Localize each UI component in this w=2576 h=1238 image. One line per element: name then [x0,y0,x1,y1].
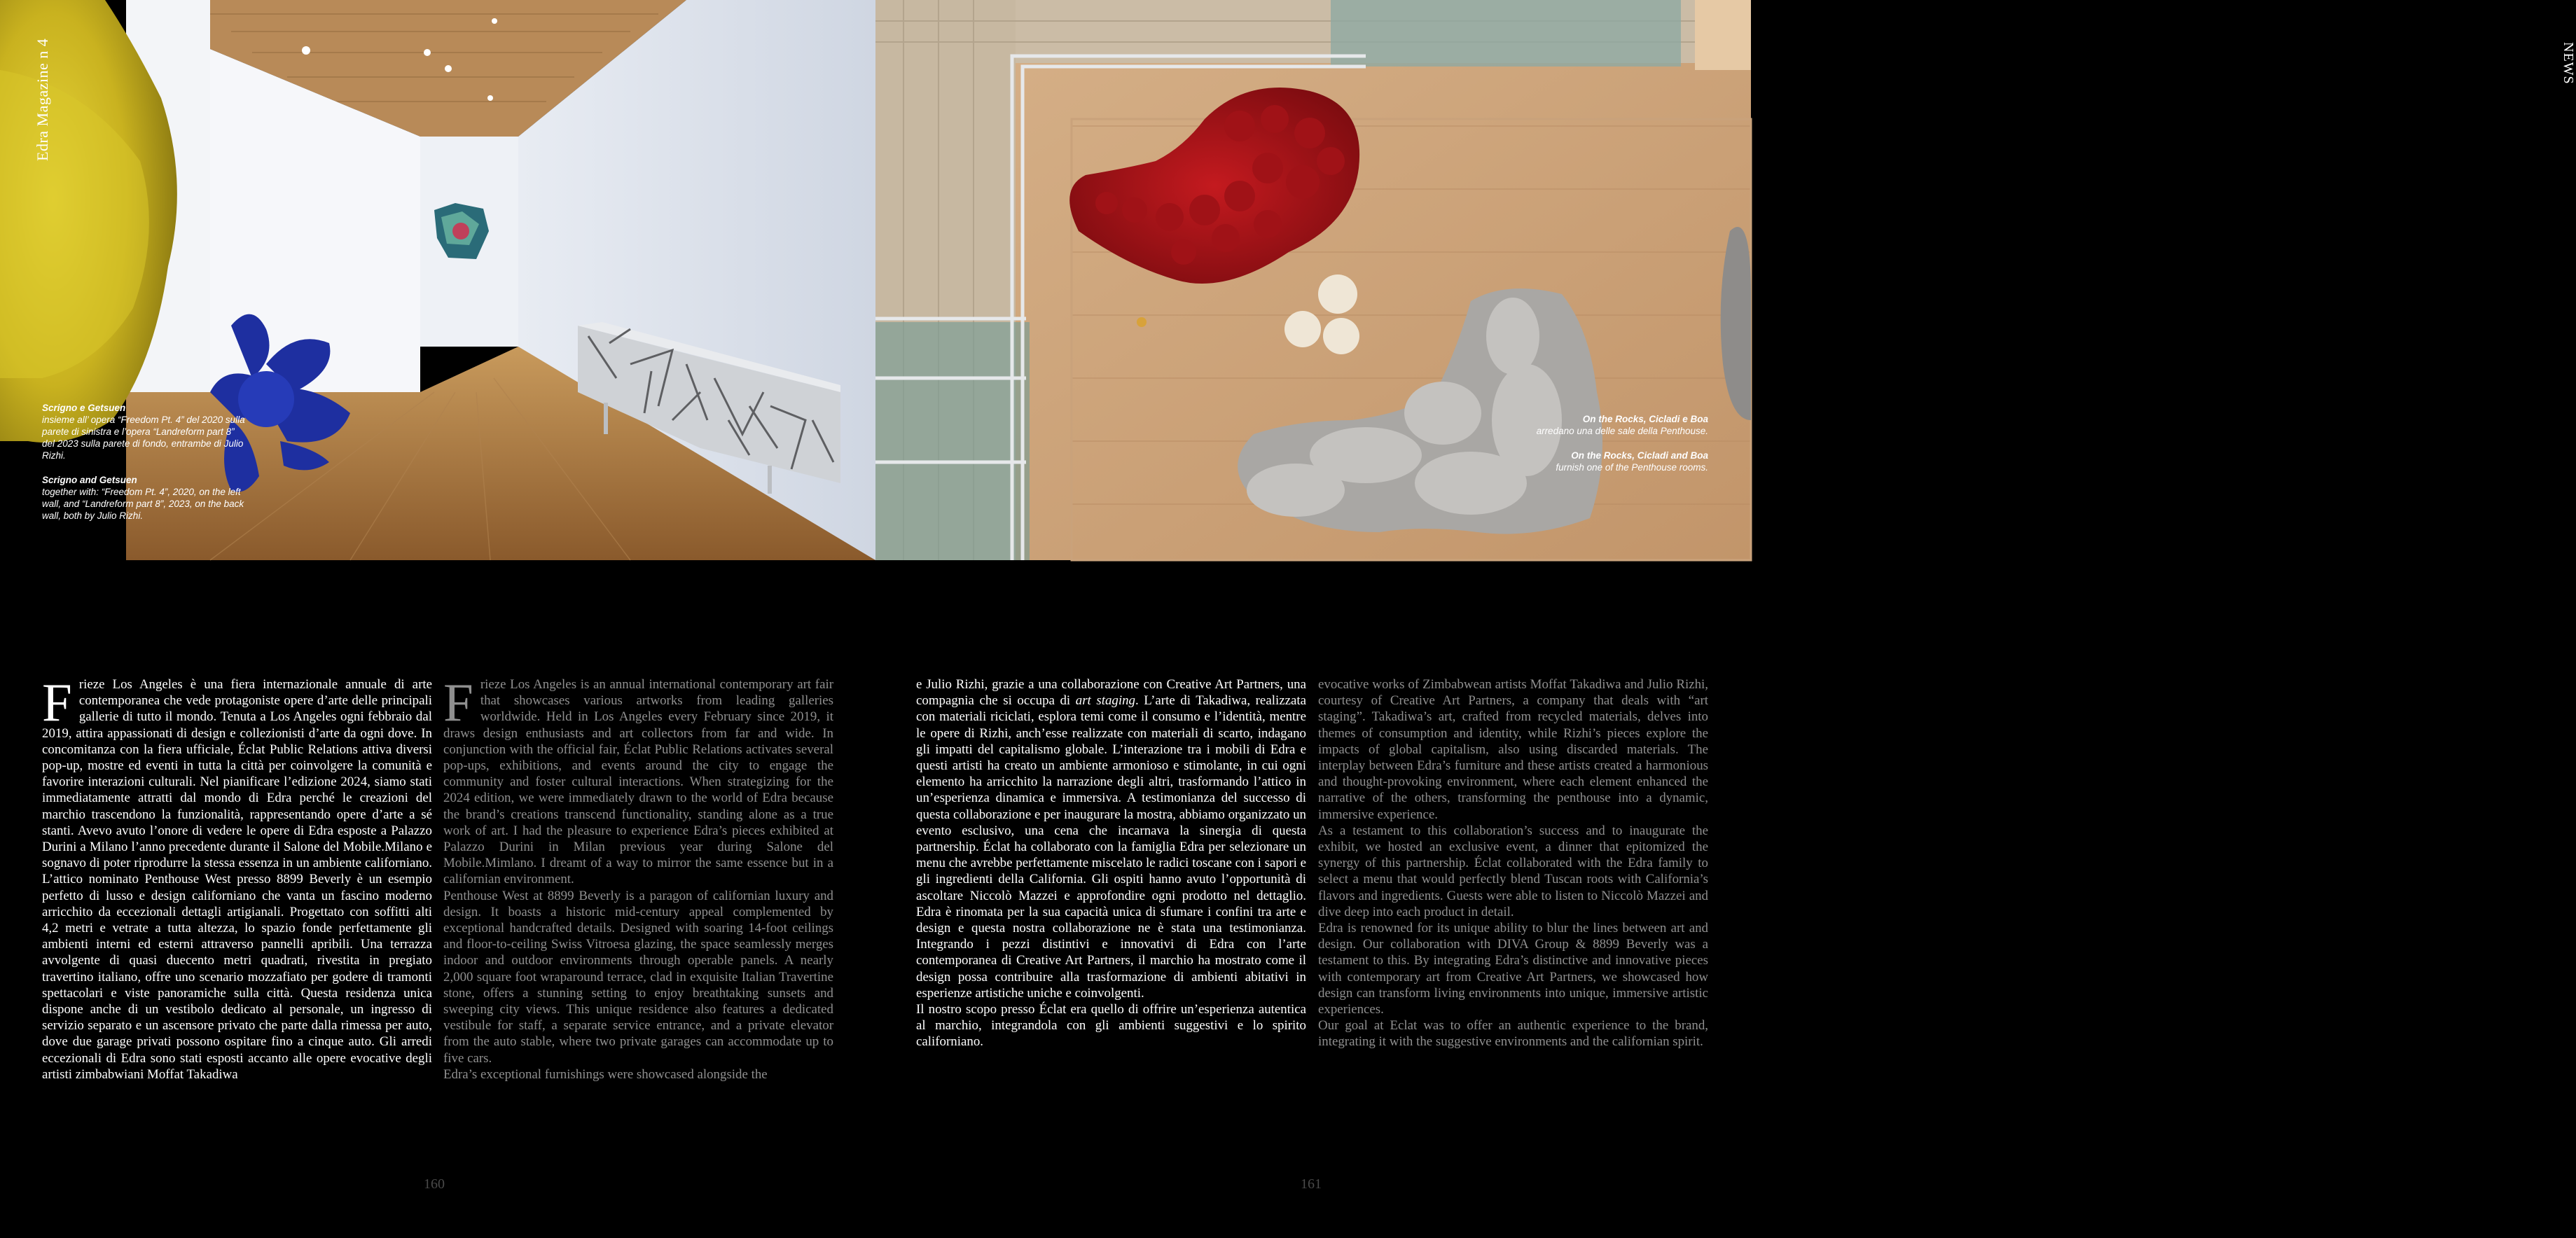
penthouse-aerial-photo [875,0,2576,560]
left-photo-captions [42,402,245,522]
article-column-italian-1 [42,672,432,1083]
caption-title: On the Rocks, Cicladi e Boa [1582,414,1708,424]
caption-title: On the Rocks, Cicladi and Boa [1571,450,1708,461]
caption-text: arredano una delle sale della Penthouse. [1536,426,1708,436]
right-photo-captions [1449,413,1708,473]
article-column-italian-2 [916,676,1306,1050]
gallery-corridor-photo [0,0,875,560]
article-column-english-1 [443,672,833,1083]
article-paragraph: e Julio Rizhi, grazie a una collaborazione con Creative Art Partners, una compagnia che si occupa di art staging. L’arte di Takadiwa, realizzata con materiali riciclati, esplora temi come il consumo e l’identità, mentre le opere di Rizhi, anch’esse realizzate con materiali di scarto, indagano gli impatti del capitalismo globale. L’interazione tra i mobili di Edra e questi artisti ha creato un ambiente armonioso e stimolante, in cui ogni elemento ha arricchito la narrazione degli altri, trasformando l’attico in un’esperienza dinamica e immersiva. A testimonianza del successo di questa collaborazione e per inaugurare la mostra, abbiamo organizzato un evento esclusivo, una cena che incarnava la sinergia di questa partnership. Éclat ha collaborato con la famiglia Edra per selezionare un menu che avrebbe perfettamente miscelato le radici toscane con i sapori e gli ingredienti della California. Gli ospiti hanno avuto l’opportunità di ascoltare Niccolò Mazzei e approfondire ogni prodotto nel dettaglio. Edra è rinomata per la sua capacità unica di sfumare i confini tra arte e design e questa nostra collaborazione ne è stata una testimonianza. Integrando i pezzi distintivi e innovativi di Edra con l’arte contemporanea di Creative Art Partners, il marchio ha mostrato come il design possa contribuire alla trasformazione di ambienti abitativi in esperienze artistiche uniche e coinvolgenti. [916,677,1306,1001]
article-paragraph: Penthouse West at 8899 Beverly is a paragon of californian luxury and design. It boasts a historic mid-century appeal complemented by exceptional handcrafted details. Designed with soaring 14-foot ceilings and floor-to-ceiling Swiss Vitroesa glazing, the space seamlessly merges indoor and outdoor environments through operable panels. A nearly 2,000 square foot wraparound terrace, clad in exquisite Italian Travertine stone, offers a stunning setting to enjoy breathtaking sunsets and sweeping city views. This unique residence also features a dedicated vestibule for staff, a separate service entrance, and a private elevator from the auto stable, where two private garages can accommodate up to five cars. [443,888,833,1066]
article-paragraph [42,672,432,1083]
article-paragraph [443,672,833,888]
caption-english [1449,450,1708,473]
article-paragraph: Il nostro scopo presso Éclat era quello di offrire un’esperienza autentica al marchio, integrandola con gli ambienti suggestivi e lo spirito californiano. [916,1002,1306,1050]
caption-text: insieme all’ opera “Freedom Pt. 4” del 2020 sulla parete di sinistra e l’opera “Landreform part 8” del 2023 sulla parete di fondo, entrambe di Julio Rizhi. [42,415,245,461]
article-paragraph: Edra is renowned for its unique ability to blur the lines between art and design. Our collaboration with DIVA Group & 8899 Beverly was a testament to this. By integrating Edra’s distinctive and innovative pieces with contemporary art from Creative Art Partners, we showcased how design can transform living environments into unique, immersive artistic experiences. [1318,921,1708,1017]
article-paragraph: Edra’s exceptional furnishings were showcased alongside the [443,1066,768,1082]
caption-text: together with: “Freedom Pt. 4”, 2020, on the left wall, and “Landreform part 8”, 2023, on the back wall, both by Julio Rizhi. [42,487,244,521]
drop-cap: F [443,672,473,732]
article-paragraph: Our goal at Eclat was to offer an authentic experience to the brand, integrating it with the suggestive environments and the californian spirit. [1318,1018,1708,1050]
caption-italian [42,402,245,461]
caption-title: Scrigno and Getsuen [42,475,137,485]
article-paragraph: As a testament to this collaboration’s success and to inaugurate the exhibit, we hosted an exclusive event, a dinner that epitomized the synergy of this partnership. Éclat collaborated with the Edra family to select a menu that would perfectly blend Tuscan roots with California’s flavors and ingredients. Guests were able to listen to Niccolò Mazzei and dive deep into each product in detail. [1318,823,1708,919]
paragraph-text: rieze Los Angeles è una fiera internazionale annuale di arte contemporanea che vede protagoniste opere d’arte delle principali gallerie di tutto il mondo. Tenuta a Los Angeles ogni febbraio dal 2019, attira appassionati di design e collezionisti d’arte da ogni dove. In concomitanza con la fiera ufficiale, Éclat Public Relations attiva diversi pop-up, mostre ed eventi in tutta la città per coinvolgere la comunità e favorire interazioni culturali. Nel pianificare l’edizione 2024, siamo stati immediatamente attratti dal mondo di Edra perché le creazioni del marchio trascendono la funzionalità, rappresentando opere d’arte a sé stanti. Avevo avuto l’onore di vedere le opere di Edra esposte a Palazzo Durini a Milano l’anno precedente durante il Salone del Mobile.Milano e sognavo di poter riprodurre la stessa essenza in un ambiente californiano. L’attico nominato Penthouse West presso 8899 Beverly è un esempio perfetto di lusso e design californiano che vanta un fascino moderno arricchito da eccezionali dettagli artigianali. Progettato con soffitti alti 4,2 metri e vetrate a tutta altezza, lo spazio fonde perfettamente gli ambienti interni ed esterni attraverso pannelli apribili. Una terrazza avvolgente di quasi duecento metri quadrati, rivestita in pregiato travertino italiano, offre uno scenario mozzafiato per godere di tramonti spettacolari e viste panoramiche sulla città. Questa residenza unica dispone anche di un vestibolo dedicato al personale, un ingresso di servizio separato e un ascensore privato che parte dalla rimessa per auto, dove due garage privati possono ospitare fino a cinque auto. Gli arredi eccezionali di Edra sono stati esposti accanto alle opere evocative degli artisti zimbabwiani Moffat Takadiwa [42,677,432,1082]
paragraph-text: rieze Los Angeles is an annual international contemporary art fair that showcases various artworks from leading galleries worldwide. Held in Los Angeles every February since 2019, it draws design enthusiasts and art collectors from far and wide. In conjunction with the official fair, Éclat Public Relations activates several pop-ups, exhibitions, and events around the city to engage the community and foster cultural interactions. When strategizing for the 2024 edition, we were immediately drawn to the world of Edra because the brand’s creations transcend functionality, standing alone as a true work of art. I had the pleasure to experience Edra’s pieces exhibited at Palazzo Durini in Milan previous year during Salone del Mobile.Mimlano. I dreamt of a way to mirror the same essence but in a californian environment. [443,677,833,887]
caption-text: furnish one of the Penthouse rooms. [1556,462,1708,473]
section-label: NEWS [2561,42,2576,85]
caption-title: Scrigno e Getsuen [42,403,126,413]
page-number-right: 161 [1301,1176,1322,1192]
article-paragraph: evocative works of Zimbabwean artists Moffat Takadiwa and Julio Rizhi, courtesy of Creative Art Partners, a company that deals with “art staging”. Takadiwa’s art, crafted from recycled materials, delves into themes of consumption and identity, while Rizhi’s pieces explore the impacts of global capitalism, also using discarded materials. The interplay between Edra’s furniture and these artists created a harmonious and thought-provoking environment, where each element enhanced the narrative of the others, transforming the penthouse into a dynamic, immersive experience. [1318,677,1708,822]
page-number-left: 160 [424,1176,445,1192]
magazine-running-title: Edra Magazine n 4 [34,38,51,161]
caption-italian [1449,413,1708,437]
caption-english [42,474,245,522]
article-column-english-2 [1318,676,1708,1050]
drop-cap: F [42,672,72,732]
